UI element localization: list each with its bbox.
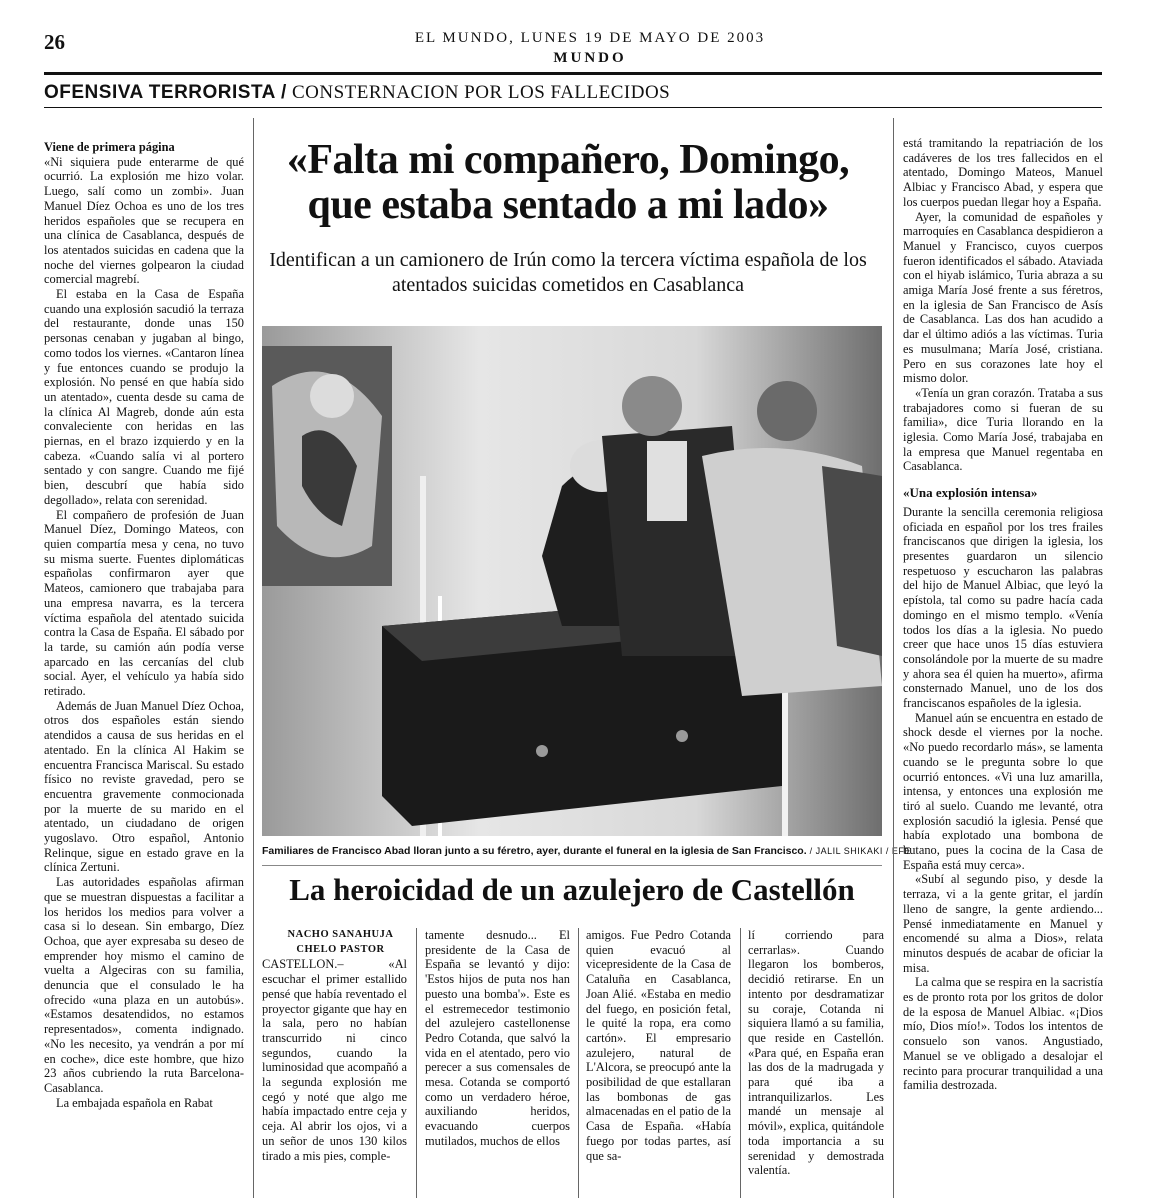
paragraph: CASTELLON.– «Al escuchar el primer estallido pensé que había reventado el proyector gigante que hay en la sala, pero no habían transcurrido ni cinco segundos, cuando la luminosidad que acompañó a la segunda explosión me cegó y noté que algo me había impactado entre ceja y ceja. Al abrir los ojos, vi a un señor de unos 130 kilos tirado a mis pies, comple-: [262, 957, 407, 1163]
dateline: EL MUNDO, LUNES 19 DE MAYO DE 2003: [414, 30, 766, 46]
paragraph: El estaba en la Casa de España cuando una explosión sacudió la terraza del restaurante, donde unas 150 personas cenaban y jugaban al bingo, como todos los viernes. «Cantaron línea y fue entonces cuando se produjo la explosión. No pensé en que había sido un atentado», cuenta desde su cama de la clínica Al Magreb, donde aún esta convaleciente con heridas en las piernas, en el brazo izquierdo y en la cabeza. «Cuando salía vi al portero sentado y con sangre. Cuando me fijé bien, descubrí que había sido degollado», relata con serenidad.: [44, 287, 244, 507]
paragraph: «Ni siquiera pude enterarme de qué ocurrió. La explosión me hizo volar. Luego, salí como un zombi». Juan Manuel Díez Ochoa es uno de los tres heridos españoles que se recupera en una clínica de Casablanca, después de los atentados suicidas en cadena que la noche del viernes golpearon la ciudad comercial magrebí.: [44, 154, 244, 287]
kicker-topic: OFENSIVA TERRORISTA /: [44, 82, 287, 103]
second-story-column-4: [748, 928, 884, 1200]
photo-caption: [262, 845, 911, 857]
column-divider: [740, 928, 741, 1198]
kicker-rule: [44, 107, 1102, 108]
photo-illustration: [262, 326, 882, 836]
column-divider: [578, 928, 579, 1198]
crosshead: «Una explosión intensa»: [903, 485, 1038, 501]
paragraph: amigos. Fue Pedro Cotanda quien evacuó al vicepresidente de la Casa de Cataluña en Casablanca, Joan Alié. «Estaba en medio del fuego, en posición fetal, le quité la ropa, era como cartón». El empresario azulejero, natural de L'Alcora, se preocupó ante la posibilidad de que estallaran las bombonas de gas almacenadas en el patio de la Casa de España. «Había fuego por todas partes, así que sa-: [586, 928, 731, 1163]
caption-rule: [262, 865, 882, 866]
caption-text: Familiares de Francisco Abad lloran junto a su féretro, ayer, durante el funeral en la iglesia de San Francisco.: [262, 845, 807, 857]
paragraph: La calma que se respira en la sacristía es de pronto rota por los gritos de dolor de la esposa de Manuel Albiac. «¡Dios mío, Dios mío!». Todos los intentos de consuelo son vanos. Angustiado, Manuel se ve obligado a desalojar el recinto para procurar tranquilidad a una familia destrozada.: [903, 975, 1103, 1093]
second-story-column-1: [262, 928, 407, 1200]
paragraph: Manuel aún se encuentra en estado de shock desde el viernes por la noche. «No puedo recordarlo más», se lamenta cuando se le pregunta sobre lo que ocurrió entonces. «Vi una luz amarilla, intensa, y entonces una explosión me tiró al suelo. Cuando me levanté, otra explosión sacudió la iglesia. Pensé que había explotado una bombona de butano, pues la cocina de la Casa de España está muy cerca».: [903, 710, 1103, 872]
byline: NACHO SANAHUJA: [287, 929, 394, 940]
main-headline: «Falta mi compañero, Domingo, que estaba sentado a mi lado»: [286, 137, 850, 228]
paragraph: Ayer, la comunidad de españoles y marroquíes en Casablanca despidieron a Manuel y Francisco, cuyos cuerpos fueron identificados el sábado. Ataviada con el hiyab islámico, Turia abraza a su amiga María José frente a sus féretros, en la iglesia de San Francisco de Asís de Casablanca. Las dos han acudido a dar el último adiós a las víctimas. Turia es musulmana; María José, cristiana. Pero en sus corazones late hoy el mismo dolor.: [903, 209, 1103, 386]
continued-from-label: Viene de primera página: [44, 140, 175, 154]
second-headline: La heroicidad de un azulejero de Castellón: [289, 872, 855, 907]
paragraph: tamente desnudo... El presidente de la Casa de España se levantó y dijo: 'Estos hijos de puta nos han puesto una bomba'». Este es el estremecedor testimonio del azulejero castellonense Pedro Cotanda, que salvó la vida en el atentado, pero vio perecer a sus comensales de mesa. Cotanda se comportó como un verdadero héroe, auxiliando heridos, evacuando cuerpos mutilados, muchos de ellos: [425, 928, 570, 1148]
second-story-column-2: [425, 928, 570, 1200]
kicker: [44, 82, 670, 104]
paragraph: está tramitando la repatriación de los cadáveres de los tres fallecidos en el atentado, Domingo Mateos, Manuel Albiac y Francisco Abad, y espera que los cuerpos puedan llegar hoy a España.: [903, 136, 1103, 209]
column-divider: [893, 118, 894, 1198]
photo-credit: / JALIL SHIKAKI / EFE: [806, 846, 911, 856]
paragraph: El compañero de profesión de Juan Manuel Díez, Domingo Mateos, con quien compartía mesa y cena, no tuvo su misma suerte. Fuentes diplomáticas españolas confirmaron ayer que Mateos, camionero que trabajaba para una empresa navarra, es la tercera víctima española del atentado suicida contra la Casa de España. El sábado por la tarde, su camión aún podía verse aparcado en las cercanías del club social. Ayer, el vehículo ya había sido retirado.: [44, 507, 244, 699]
column-divider: [253, 118, 254, 1198]
paragraph: Además de Juan Manuel Díez Ochoa, otros dos españoles están siendo atendidos a causa de sus heridas en el atentado. En la clínica Al Hakim se encuentra Francisca Mariscal. Su estado físico no reviste gravedad, pero se encuentra gravemente conmocionada por la muerte de su marido en el atentado, un ciudadano de origen yugoslavo. Otro español, Antonio Relinque, sigue en estado grave en la clínica Zertuni.: [44, 698, 244, 875]
main-story-column-1: [44, 140, 244, 1200]
main-story-column-4: [903, 136, 1103, 1200]
kicker-subtopic: CONSTERNACION POR LOS FALLECIDOS: [286, 82, 671, 103]
paragraph: «Tenía un gran corazón. Trataba a sus trabajadores como si fueran de su familia», dice Turia llorando en la iglesia. Como María José, trabajaba en la empresa que Manuel regentaba en Casablanca.: [903, 385, 1103, 474]
top-rule: [44, 72, 1102, 75]
second-story-column-3: [586, 928, 731, 1200]
paragraph: lí corriendo para cerrarlas». Cuando llegaron los bomberos, decidió retirarse. En un intento por desdramatizar su coraje, Cotanda ni siquiera llamó a su familia, que reside en Castellón. «Para qué, en España eran las dos de la madrugada y para qué iba a intranquilizarlos. Les mandé un mensaje al móvil», explica, quitándole toda importancia a su serenidad y demostrada valentía.: [748, 928, 884, 1178]
paragraph: «Subí al segundo piso, y desde la terraza, vi a la gente gritar, el jardín lleno de sangre, la gente ardiendo... Pensé inmediatamente en Manuel y encomendé su alma a Dios», relata minutos después de acabar de oficiar la misa.: [903, 872, 1103, 975]
column-divider: [416, 928, 417, 1198]
section-name: MUNDO: [553, 50, 627, 66]
main-deck: Identifican a un camionero de Irún como la tercera víctima española de los atentados suicidas cometidos en Casablanca: [269, 249, 867, 296]
paragraph: La embajada española en Rabat: [56, 1095, 213, 1110]
page-number: 26: [44, 30, 65, 54]
byline: CHELO PASTOR: [296, 943, 385, 955]
paragraph: Durante la sencilla ceremonia religiosa oficiada en español por los tres frailes franciscanos que dirigen la iglesia, los presentes guardaron un silencio respetuoso y escucharon las palabras del hijo de Manuel Albiac, que leyó la epístola, tal como su padre hacía cada domingo en el mismo templo. «Venía todos los días a la iglesia. No puedo creer que hace unos 15 días estuviera consolándole por la muerte de su madre y ahora sea él quien ha muerto», afirma consternado Manuel, uno de los dos franciscanos españoles de la iglesia.: [903, 504, 1103, 711]
funeral-photo: [262, 326, 882, 836]
paragraph: Las autoridades españolas afirman que se muestran dispuestas a facilitar a los heridos los medios para volver a casa si lo desean. Sin embargo, Díez Ochoa, que ayer expresaba su deseo de emprender hoy mismo el camino de vuelta a Algeciras con su familia, denuncia que el consulado le ha ofrecido «una plaza en un autobús». «Estamos desatendidos, no estamos representados», comenta indignado. «No les necesito, ya vendrán a por mí en coche», dice este hombre, que hizo 23 años cubriendo la ruta Barcelona-Casablanca.: [44, 875, 244, 1095]
